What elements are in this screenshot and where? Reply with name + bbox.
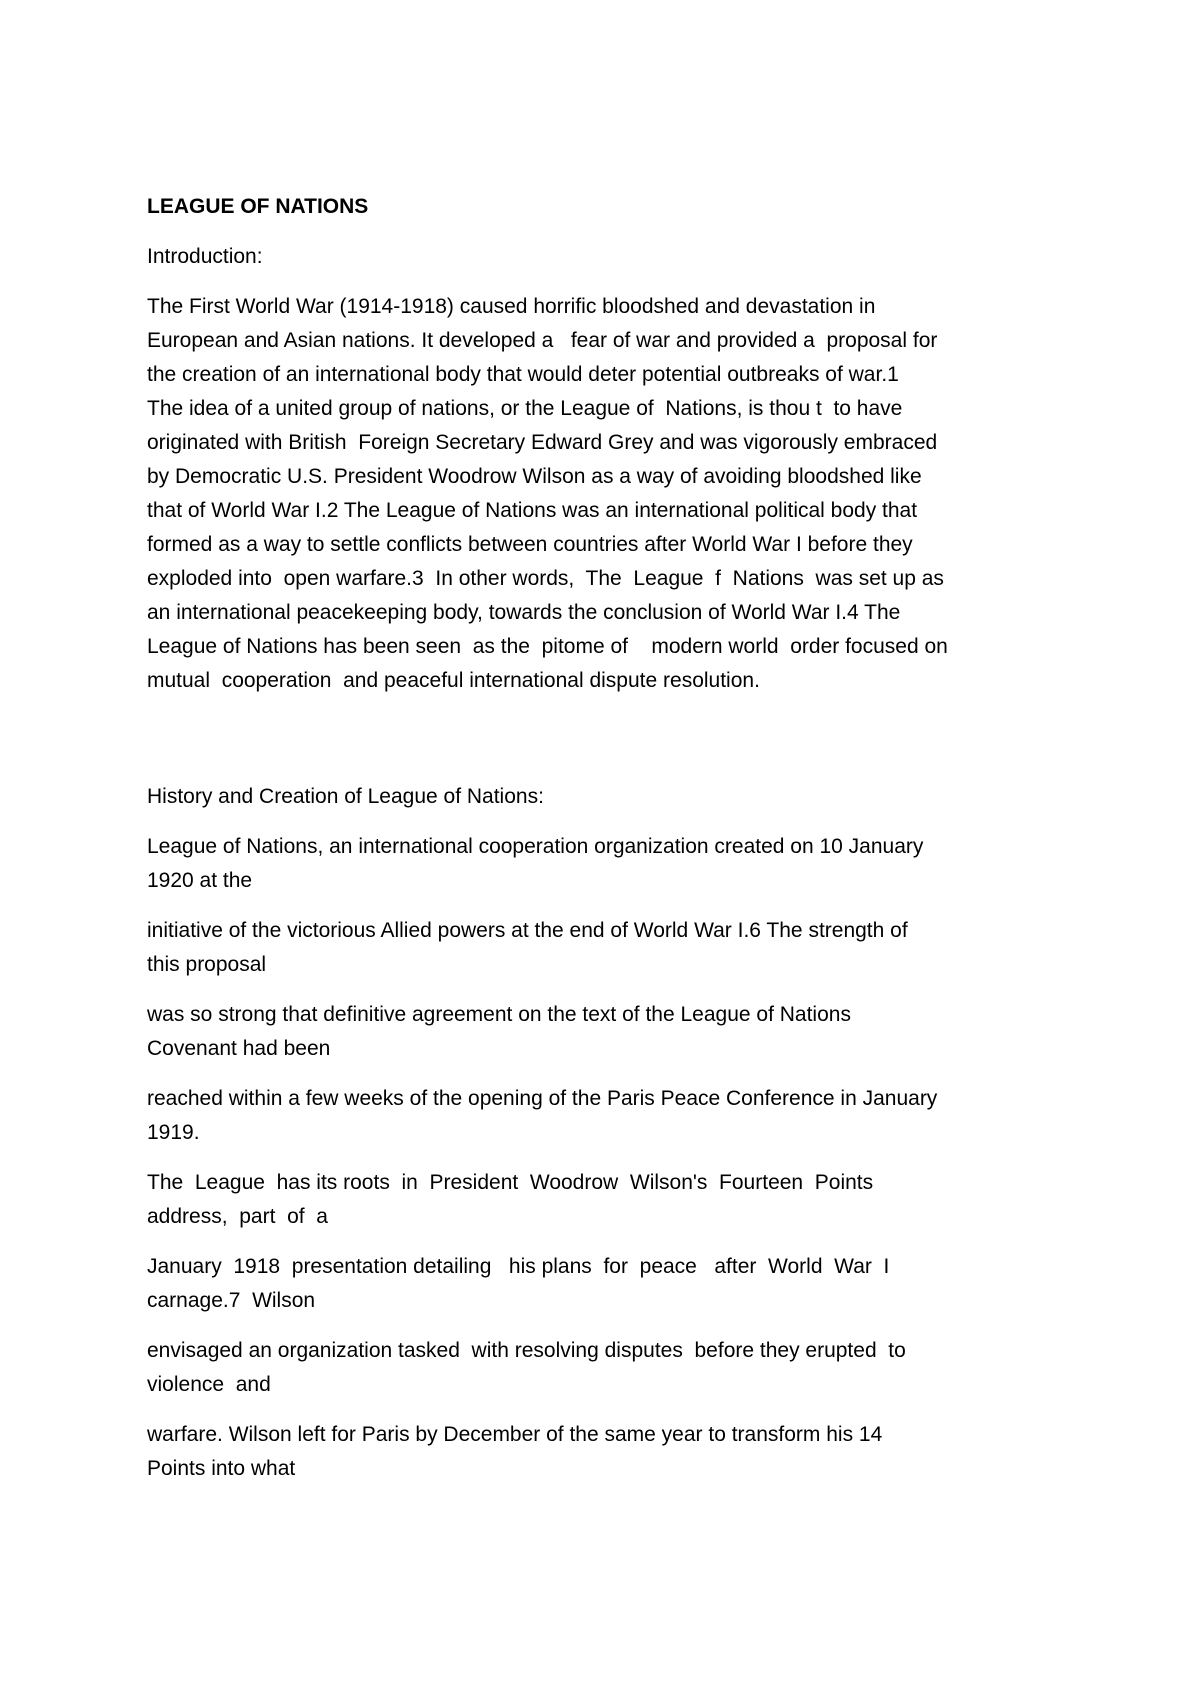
text-line: reached within a few weeks of the opening of the Paris Peace Conference in January <box>147 1087 938 1110</box>
intro-heading: Introduction: <box>147 245 263 268</box>
history-paragraph <box>147 998 1077 1066</box>
text-line: League of Nations has been seen as the pitome of modern world order focused on <box>147 635 948 658</box>
text-line: The First World War (1914-1918) caused horrific bloodshed and devastation in <box>147 295 876 318</box>
text-line: League of Nations, an international cooperation organization created on 10 January <box>147 835 924 858</box>
history-heading: History and Creation of League of Nations: <box>147 785 544 808</box>
history-paragraph <box>147 1166 1077 1234</box>
text-line: exploded into open warfare.3 In other words, The League f Nations was set up as <box>147 567 944 590</box>
history-paragraph <box>147 1334 1077 1402</box>
text-line: that of World War I.2 The League of Nations was an international political body that <box>147 499 918 522</box>
text-line: an international peacekeeping body, towards the conclusion of World War I.4 The <box>147 601 901 624</box>
history-paragraph <box>147 1418 1077 1486</box>
text-line: was so strong that definitive agreement on the text of the League of Nations <box>147 1003 851 1026</box>
text-line: 1919. <box>147 1121 200 1144</box>
intro-paragraph <box>147 290 1077 698</box>
document-body <box>147 190 1077 1502</box>
text-line: originated with British Foreign Secretary Edward Grey and was vigorously embraced <box>147 431 938 454</box>
text-line: Covenant had been <box>147 1037 331 1060</box>
text-line: envisaged an organization tasked with resolving disputes before they erupted to <box>147 1339 906 1362</box>
text-line: by Democratic U.S. President Woodrow Wilson as a way of avoiding bloodshed like <box>147 465 922 488</box>
text-line: carnage.7 Wilson <box>147 1289 316 1312</box>
history-paragraph <box>147 914 1077 982</box>
text-line: the creation of an international body that would deter potential outbreaks of war.1 <box>147 363 899 386</box>
history-paragraph <box>147 1082 1077 1150</box>
text-line: address, part of a <box>147 1205 328 1228</box>
text-line: The idea of a united group of nations, or the League of Nations, is thou t to have <box>147 397 903 420</box>
text-line: initiative of the victorious Allied powers at the end of World War I.6 The strength of <box>147 919 908 942</box>
text-line: violence and <box>147 1373 271 1396</box>
text-line: Points into what <box>147 1457 296 1480</box>
section-spacer <box>147 714 1077 780</box>
history-paragraph <box>147 1250 1077 1318</box>
text-line: The League has its roots in President Woodrow Wilson's Fourteen Points <box>147 1171 874 1194</box>
text-line: formed as a way to settle conflicts between countries after World War I before they <box>147 533 913 556</box>
text-line: warfare. Wilson left for Paris by December of the same year to transform his 14 <box>147 1423 883 1446</box>
text-line: this proposal <box>147 953 267 976</box>
text-line: mutual cooperation and peaceful international dispute resolution. <box>147 669 760 692</box>
document-title: LEAGUE OF NATIONS <box>147 195 369 218</box>
text-line: 1920 at the <box>147 869 253 892</box>
history-paragraph <box>147 830 1077 898</box>
text-line: European and Asian nations. It developed a fear of war and provided a proposal for <box>147 329 938 352</box>
text-line: January 1918 presentation detailing his plans for peace after World War I <box>147 1255 890 1278</box>
